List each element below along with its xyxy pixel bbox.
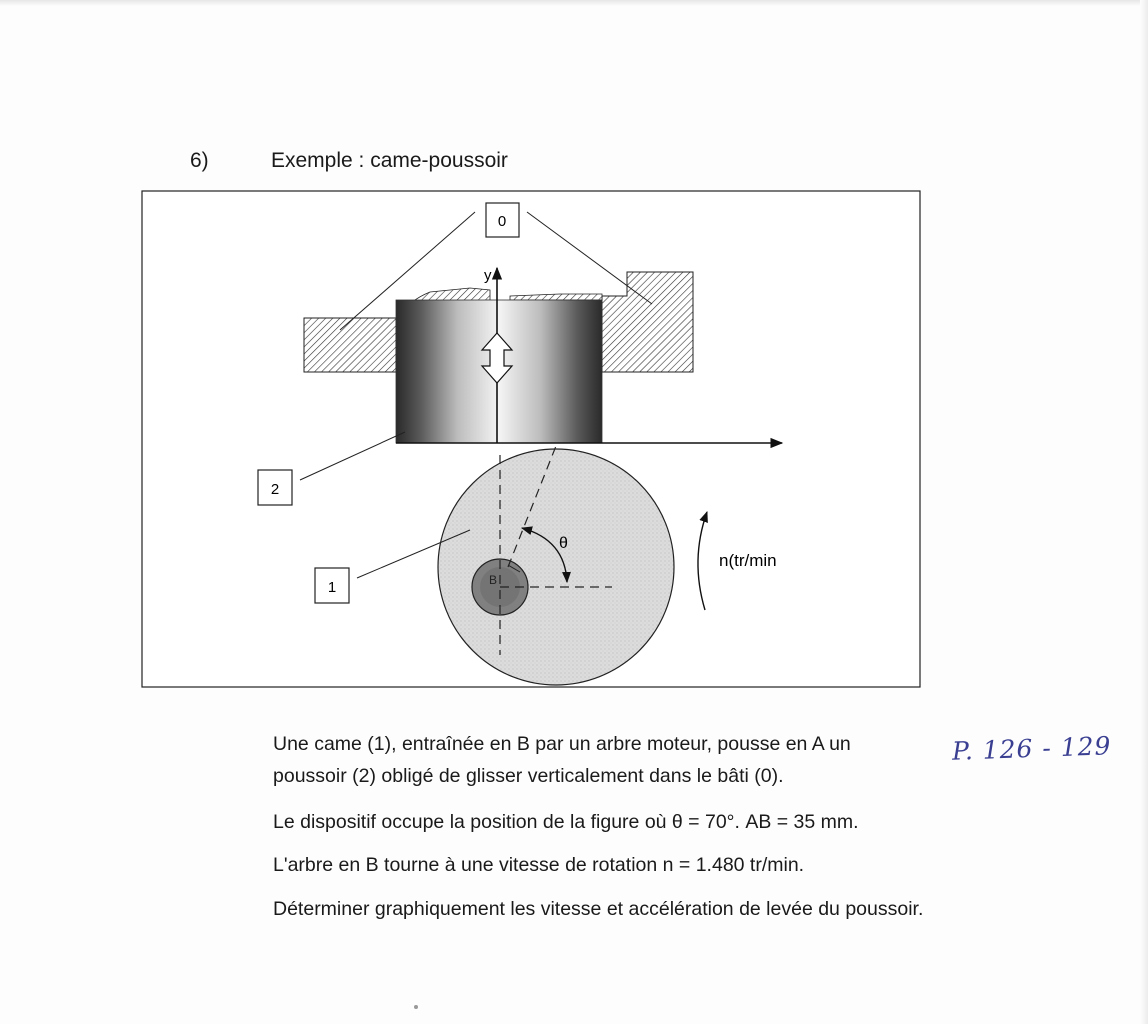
- label-pusher-number: 2: [270, 481, 280, 498]
- scan-speck: [414, 1005, 418, 1009]
- statement-line-3: Le dispositif occupe la position de la figure où θ = 70°. AB = 35 mm.: [273, 811, 859, 833]
- y-axis-label: y: [484, 267, 492, 284]
- rotation-label: n(tr/min: [719, 551, 777, 570]
- statement-line-2: poussoir (2) obligé de glisser verticalement dans le bâti (0).: [273, 765, 784, 787]
- label-frame-number: 0: [497, 213, 507, 230]
- label-cam-number: 1: [327, 579, 337, 596]
- cam-disc: [438, 449, 674, 685]
- exercise-number: 6): [190, 149, 209, 172]
- theta-label: θ: [559, 535, 568, 552]
- exercise-title: Exemple : came-poussoir: [271, 149, 508, 172]
- handwritten-page-reference: P. 126 - 129: [951, 731, 1112, 766]
- point-b-label: B: [489, 573, 498, 587]
- frame-left-block: [304, 318, 396, 372]
- statement-line-1: Une came (1), entraînée en B par un arbre moteur, pousse en A un: [273, 733, 851, 755]
- statement-line-5: Déterminer graphiquement les vitesse et accélération de levée du poussoir.: [273, 898, 924, 920]
- statement-line-4: L'arbre en B tourne à une vitesse de rotation n = 1.480 tr/min.: [273, 854, 805, 876]
